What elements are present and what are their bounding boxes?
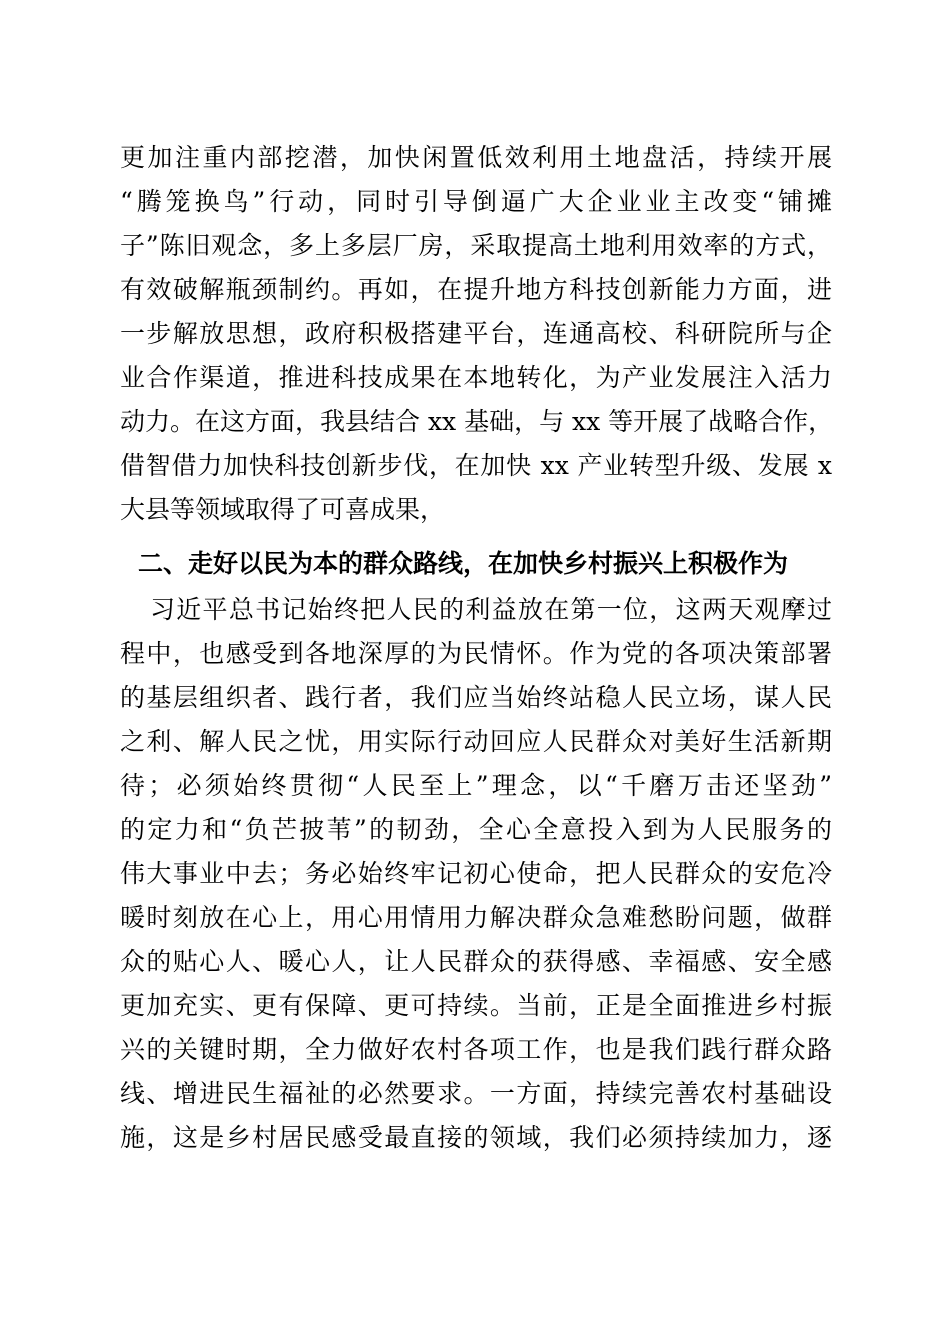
paragraph-line: 更加注重内部挖潜，加快闲置低效利用土地盘活，持续开展 bbox=[120, 143, 832, 172]
section-heading-block bbox=[120, 542, 832, 586]
section-heading: 二、走好以民为本的群众路线，在加快乡村振兴上积极作为 bbox=[138, 549, 789, 578]
paragraph-line: 业合作渠道，推进科技成果在本地转化，为产业发展注入活力 bbox=[120, 363, 832, 392]
paragraph-line: 施，这是乡村居民感受最直接的领域，我们必须持续加力，逐 bbox=[120, 1123, 832, 1152]
paragraph-1 bbox=[120, 136, 832, 532]
paragraph-line: 线、增进民生福祉的必然要求。一方面，持续完善农村基础设 bbox=[120, 1079, 832, 1108]
paragraph-line: 程中，也感受到各地深厚的为民情怀。作为党的各项决策部署 bbox=[120, 639, 832, 668]
paragraph-line: 有效破解瓶颈制约。再如，在提升地方科技创新能力方面，进 bbox=[120, 275, 832, 304]
paragraph-2 bbox=[120, 588, 832, 1160]
paragraph-line: 一步解放思想，政府积极搭建平台，连通高校、科研院所与企 bbox=[120, 319, 832, 348]
paragraph-line: 子”陈旧观念，多上多层厂房，采取提高土地利用效率的方式， bbox=[120, 231, 832, 260]
paragraph-line: 众的贴心人、暖心人，让人民群众的获得感、幸福感、安全感 bbox=[120, 947, 832, 976]
paragraph-line: 更加充实、更有保障、更可持续。当前，正是全面推进乡村振 bbox=[120, 991, 832, 1020]
paragraph-line: 习近平总书记始终把人民的利益放在第一位，这两天观摩过 bbox=[150, 595, 832, 624]
paragraph-line: 兴的关键时期，全力做好农村各项工作，也是我们践行群众路 bbox=[120, 1035, 832, 1064]
paragraph-line: 动力。在这方面，我县结合 xx 基础，与 xx 等开展了战略合作， bbox=[120, 407, 834, 436]
paragraph-line: 的定力和“负芒披苇”的韧劲，全心全意投入到为人民服务的 bbox=[120, 815, 832, 844]
paragraph-line: 大县等领域取得了可喜成果， bbox=[120, 495, 446, 524]
paragraph-line: 的基层组织者、践行者，我们应当始终站稳人民立场，谋人民 bbox=[120, 683, 832, 712]
paragraph-line: 伟大事业中去；务必始终牢记初心使命，把人民群众的安危冷 bbox=[120, 859, 832, 888]
paragraph-line: “腾笼换鸟”行动，同时引导倒逼广大企业业主改变“铺摊 bbox=[120, 187, 832, 216]
paragraph-line: 之利、解人民之忧，用实际行动回应人民群众对美好生活新期 bbox=[120, 727, 832, 756]
paragraph-line: 待；必须始终贯彻“人民至上”理念，以“千磨万击还坚劲” bbox=[120, 771, 832, 800]
paragraph-line: 暖时刻放在心上，用心用情用力解决群众急难愁盼问题，做群 bbox=[120, 903, 832, 932]
paragraph-line: 借智借力加快科技创新步伐，在加快 xx 产业转型升级、发展 x bbox=[120, 451, 832, 480]
